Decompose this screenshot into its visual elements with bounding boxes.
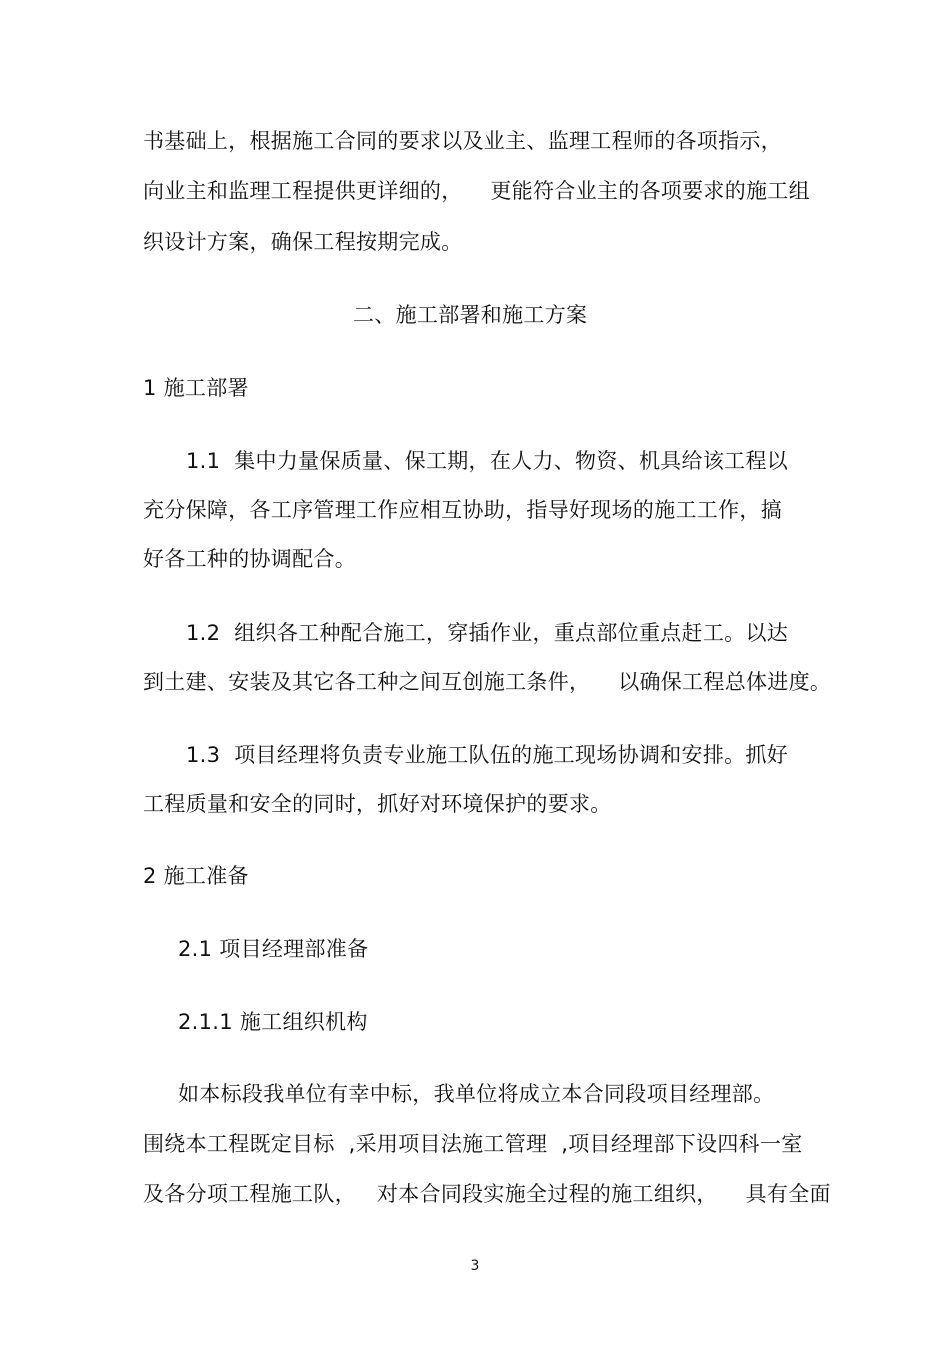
heading-2-1: 2.1 项目经理部准备 [178, 937, 369, 961]
section-title: 二、施工部署和施工方案 [353, 303, 588, 327]
para-1-2-line-1: 1.2 组织各工种配合施工，穿插作业，重点部位重点赶工。以达 [186, 621, 789, 645]
para-1-1-line-1: 1.1 集中力量保质量、保工期，在人力、物资、机具给该工程以 [186, 449, 789, 473]
heading-construction-preparation: 2 施工准备 [143, 864, 249, 888]
page-number: 3 [470, 1258, 480, 1274]
para-1-1-line-2: 充分保障，各工序管理工作应相互协助，指导好现场的施工工作，搞 [143, 498, 782, 522]
heading-construction-deployment: 1 施工部署 [143, 376, 249, 400]
para-last-line-3: 及各分项工程施工队， 对本合同段实施全过程的施工组织， 具有全面 [143, 1182, 831, 1206]
intro-line-2: 向业主和监理工程提供更详细的， 更能符合业主的各项要求的施工组 [143, 179, 810, 203]
para-1-3-line-2: 工程质量和安全的同时，抓好对环境保护的要求。 [143, 792, 612, 816]
para-1-1-line-3: 好各工种的协调配合。 [143, 547, 356, 571]
para-last-line-1: 如本标段我单位有幸中标，我单位将成立本合同段项目经理部。 [178, 1082, 775, 1106]
intro-line-1: 书基础上，根据施工合同的要求以及业主、监理工程师的各项指示， [143, 129, 782, 153]
intro-line-3: 织设计方案，确保工程按期完成。 [143, 230, 463, 254]
para-last-line-2: 围绕本工程既定目标 ,采用项目法施工管理 ,项目经理部下设四科一室 [143, 1132, 803, 1156]
para-1-3-line-1: 1.3 项目经理将负责专业施工队伍的施工现场协调和安排。抓好 [186, 743, 789, 767]
heading-2-1-1: 2.1.1 施工组织机构 [178, 1010, 368, 1034]
para-1-2-line-2: 到土建、安装及其它各工种之间互创施工条件， 以确保工程总体进度。 [143, 670, 832, 694]
